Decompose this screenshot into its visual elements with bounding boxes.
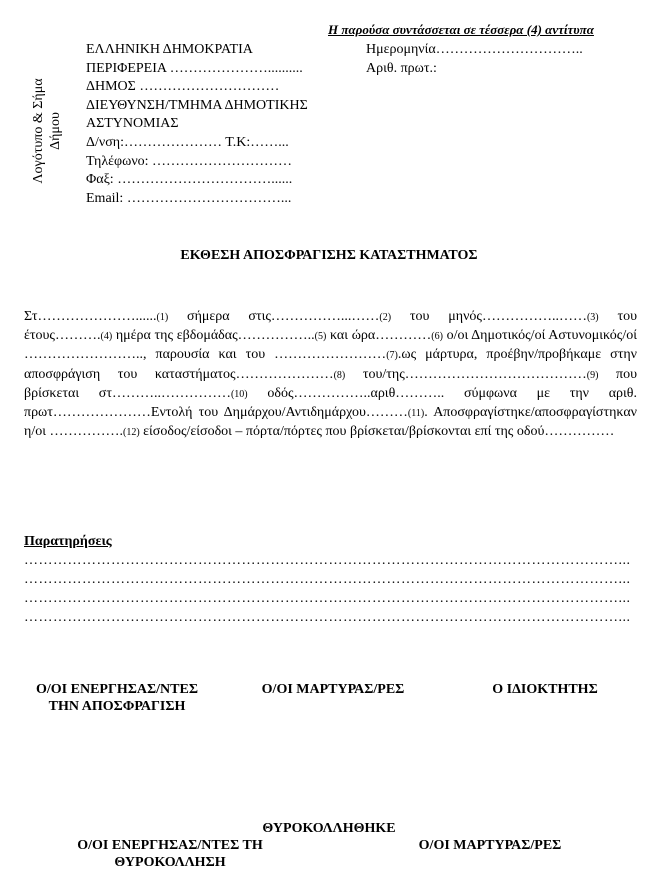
signature-posted-performer xyxy=(55,837,285,871)
logo-label-line2: Δήμου xyxy=(48,112,63,150)
authority-line: Τηλέφωνο: ………………………… xyxy=(86,153,293,169)
body-text: .ως μάρτυρα, προέβην/προβήκαμε στην αποσφράγιση του καταστήματος………………… xyxy=(24,347,637,382)
authority-line: Δ/νση:………………… Τ.Κ:……... xyxy=(86,134,289,150)
footnote-ref: (9) xyxy=(586,369,599,381)
protocol-line: Αριθ. πρωτ.: xyxy=(366,60,437,76)
signature-label: ΤΗΝ ΑΠΟΣΦΡΑΓΙΣΗ xyxy=(48,699,186,714)
signature-label: Ο ΙΔΙΟΚΤΗΤΗΣ xyxy=(492,682,598,697)
authority-line: ΕΛΛΗΝΙΚΗ ΔΗΜΟΚΡΑΤΙΑ xyxy=(86,42,253,57)
footnote-ref: (10) xyxy=(230,388,248,400)
authority-line: ΑΣΤΥΝΟΜΙΑΣ xyxy=(86,116,179,132)
body-text: που βρίσκεται στ………..…………… xyxy=(24,366,637,401)
footnote-ref: (3) xyxy=(586,312,599,323)
authority-line: Email: ……………………………... xyxy=(86,190,292,206)
report-body xyxy=(24,308,637,442)
date-protocol-block xyxy=(366,41,583,78)
footnote-ref: (4) xyxy=(100,331,113,343)
body-text: και ώρα………… xyxy=(326,328,432,344)
observation-line: ……………………………………………………………………………………………………………... xyxy=(24,610,631,625)
observations-title: Παρατηρήσεις xyxy=(24,534,112,549)
date-line: Ημερομηνία………………………….. xyxy=(366,42,583,57)
authority-block xyxy=(86,41,308,208)
body-text: του έτους………. xyxy=(24,309,637,344)
authority-line: Φαξ: ……………………………...... xyxy=(86,172,293,188)
logo-placeholder xyxy=(24,58,70,208)
footnote-ref: (8) xyxy=(333,369,346,381)
logo-label-line1: Λογότυπο & Σήμα xyxy=(31,78,46,184)
document-title: ΕΚΘΕΣΗ ΑΠΟΣΦΡΑΓΙΣΗΣ ΚΑΤΑΣΤΗΜΑΤΟΣ xyxy=(180,248,478,263)
signature-label: ΘΥΡΟΚΟΛΛΗΣΗ xyxy=(114,855,226,870)
signature-owner xyxy=(460,681,630,698)
body-text: ημέρα της εβδομάδας…………….. xyxy=(112,328,315,344)
footnote-ref: (7) xyxy=(386,350,398,362)
signature-label: Ο/ΟΙ ΕΝΕΡΓΗΣΑΣ/ΝΤΕΣ ΤΗ xyxy=(77,838,263,853)
signature-posted-witness xyxy=(390,837,590,854)
body-text: σήμερα στις……………...…… xyxy=(168,309,380,324)
authority-line: ΔΙΕΥΘΥΝΣΗ/ΤΜΗΜΑ ΔΗΜΟΤΙΚΗΣ xyxy=(86,97,308,113)
copies-note: Η παρούσα συντάσσεται σε τέσσερα (4) αντίτυπα xyxy=(328,22,594,37)
footnote-ref: (12) xyxy=(122,427,140,439)
footnote-ref: (1) xyxy=(156,312,169,323)
footnote-ref: (5) xyxy=(314,331,327,343)
observation-line: ……………………………………………………………………………………………………………... xyxy=(24,553,631,568)
observation-line: ……………………………………………………………………………………………………………... xyxy=(24,572,631,587)
body-text: του μηνός……………..…… xyxy=(391,309,587,324)
footnote-ref: (11) xyxy=(407,408,425,420)
signature-witness xyxy=(240,681,426,698)
body-text: του/της………………………………… xyxy=(345,366,587,382)
body-text: ο/οι Δημοτικός/οί Αστυνομικός/οί …………………….., παρουσία και του …………………… xyxy=(24,328,638,363)
body-text: είσοδος/είσοδοι – πόρτα/πόρτες που βρίσκεται/βρίσκονται επί της οδού…………… xyxy=(139,424,615,440)
signature-performer xyxy=(24,681,210,715)
observation-line: ……………………………………………………………………………………………………………... xyxy=(24,591,631,606)
signature-label: Ο/ΟΙ ΕΝΕΡΓΗΣΑΣ/ΝΤΕΣ xyxy=(36,682,198,697)
authority-line: ΠΕΡΙΦΕΡΕΙΑ ………………….......... xyxy=(86,60,303,76)
signature-label: Ο/ΟΙ ΜΑΡΤΥΡΑΣ/ΡΕΣ xyxy=(418,838,562,853)
posted-title: ΘΥΡΟΚΟΛΛΗΘΗΚΕ xyxy=(262,821,396,836)
body-text: οδός……………..αριθ……….. σύμφωνα με την αριθ. πρωτ…………………Εντολή του Δημάρχου/Αντιδημάρχου……… xyxy=(24,385,637,421)
authority-line: ΔΗΜΟΣ ………………………… xyxy=(86,79,280,95)
footnote-ref: (2) xyxy=(379,312,392,323)
body-text: Στ…………………...... xyxy=(24,309,157,324)
body-text: . Αποσφραγίστηκε/αποσφραγίστηκαν η/οι ……………. xyxy=(24,405,637,440)
footnote-ref: (6) xyxy=(431,331,443,343)
signature-label: Ο/ΟΙ ΜΑΡΤΥΡΑΣ/ΡΕΣ xyxy=(261,682,405,697)
